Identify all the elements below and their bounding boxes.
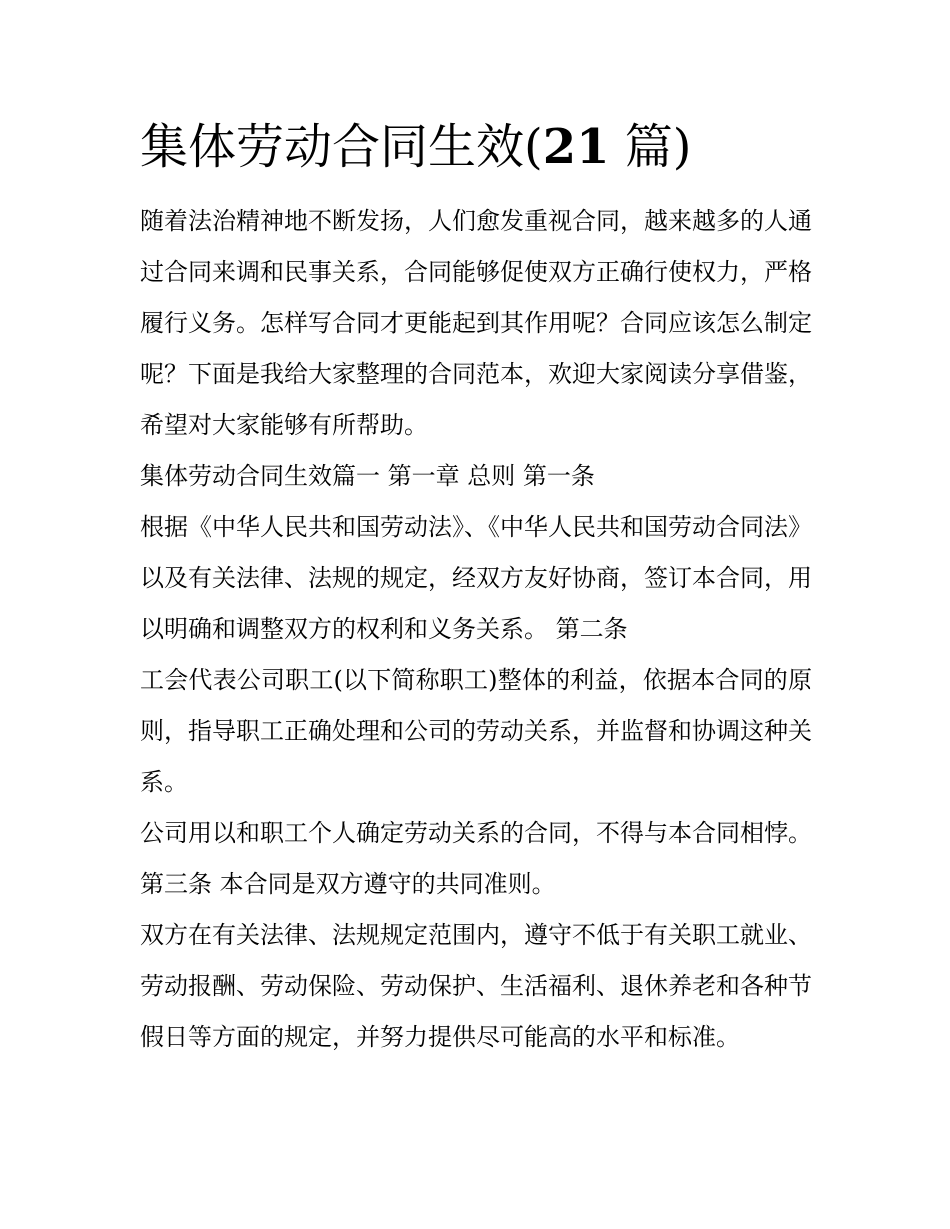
paragraph-article-2-cont: 公司用以和职工个人确定劳动关系的合同，不得与本合同相悖。 第三条 本合同是双方遵守的共同准则。 — [140, 819, 812, 898]
paragraph-article-3: 双方在有关法律、法规规定范围内，遵守不低于有关职工就业、劳动报酬、劳动保险、劳动保护、生活福利、退休养老和各种节假日等方面的规定，并努力提供尽可能高的水平和标准。 — [140, 921, 812, 1051]
title-prefix: 集体劳动合同生效( — [140, 119, 543, 175]
document-body — [140, 196, 812, 1063]
title-number: 21 — [542, 119, 610, 175]
paragraph-article-2: 工会代表公司职工(以下简称职工)整体的利益，依据本合同的原则，指导职工正确处理和公司的劳动关系，并监督和协调这种关系。 — [140, 666, 812, 796]
title-suffix: 篇) — [609, 119, 692, 175]
paragraph-section-heading: 集体劳动合同生效篇一 第一章 总则 第一条 — [140, 462, 595, 490]
paragraph-intro: 随着法治精神地不断发扬，人们愈发重视合同，越来越多的人通过合同来调和民事关系，合同能够促使双方正确行使权力，严格履行义务。怎样写合同才更能起到其作用呢？合同应该怎么制定呢？下面是我给大家整理的合同范本，欢迎大家阅读分享借鉴，希望对大家能够有所帮助。 — [140, 207, 812, 439]
document-title — [140, 116, 820, 178]
paragraph-article-1: 根据《中华人民共和国劳动法》、《中华人民共和国劳动合同法》以及有关法律、法规的规定，经双方友好协商，签订本合同，用以明确和调整双方的权利和义务关系。 第二条 — [140, 513, 812, 643]
